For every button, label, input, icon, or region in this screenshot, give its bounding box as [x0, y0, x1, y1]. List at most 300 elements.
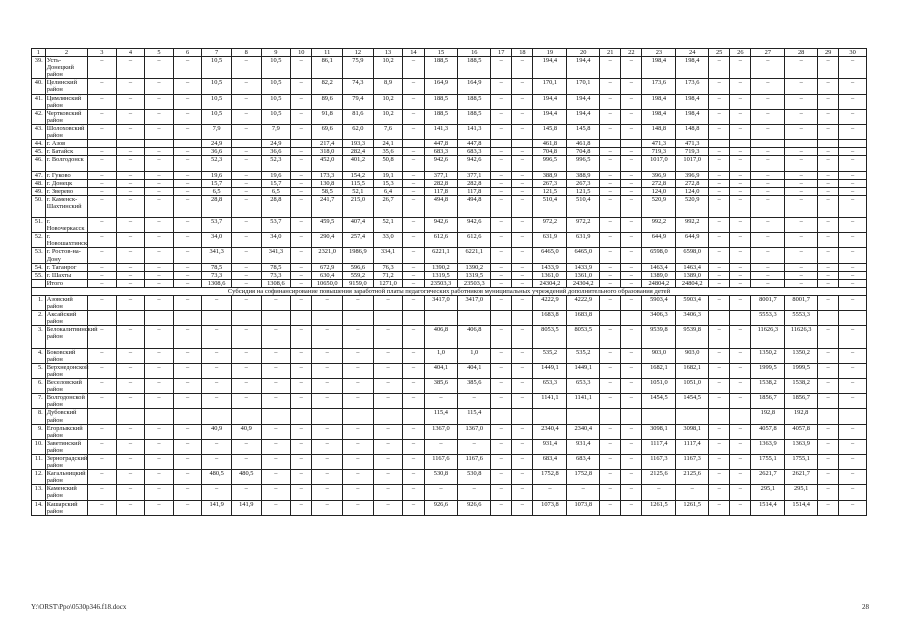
value-cell	[600, 409, 621, 424]
value-cell: –	[512, 326, 533, 348]
value-cell: –	[730, 179, 751, 187]
value-cell: –	[709, 124, 730, 139]
value-cell: –	[373, 296, 403, 311]
value-cell	[839, 409, 867, 424]
value-cell: –	[173, 156, 202, 171]
value-cell: 78,5	[202, 263, 232, 271]
value-cell: –	[116, 57, 145, 79]
value-cell: 404,1	[424, 363, 458, 378]
value-cell: –	[709, 57, 730, 79]
value-cell: 683,4	[533, 455, 567, 470]
value-cell: –	[730, 455, 751, 470]
value-cell: 1051,0	[642, 379, 676, 394]
section-title-row	[32, 287, 867, 295]
value-cell: –	[751, 195, 785, 217]
value-cell: 461,8	[567, 140, 600, 148]
value-cell: 7,6	[373, 124, 403, 139]
value-cell: –	[491, 263, 512, 271]
value-cell: 672,9	[312, 263, 343, 271]
value-cell: –	[116, 394, 145, 409]
value-cell: –	[730, 248, 751, 263]
value-cell: 24304,2	[567, 279, 600, 287]
value-cell: 10,5	[202, 109, 232, 124]
value-cell: –	[261, 439, 291, 454]
value-cell: 282,8	[458, 179, 491, 187]
value-cell: –	[730, 348, 751, 363]
value-cell: –	[202, 394, 232, 409]
row-number-cell: 40.	[32, 79, 46, 94]
value-cell: –	[173, 455, 202, 470]
territory-name-cell: Волгодонской район	[45, 394, 87, 409]
value-cell: 480,5	[202, 470, 232, 485]
column-number-header: 9	[261, 49, 291, 57]
value-cell: 1449,1	[533, 363, 567, 378]
value-cell	[202, 311, 232, 326]
value-cell: –	[145, 248, 174, 263]
value-cell: 6221,1	[458, 248, 491, 263]
value-cell: –	[709, 109, 730, 124]
value-cell: –	[839, 79, 867, 94]
value-cell: –	[709, 233, 730, 248]
value-cell: –	[231, 156, 261, 171]
value-cell: –	[291, 279, 312, 287]
value-cell: –	[709, 195, 730, 217]
value-cell: –	[202, 363, 232, 378]
value-cell: –	[373, 500, 403, 515]
value-cell: 1682,1	[676, 363, 709, 378]
value-cell: –	[145, 187, 174, 195]
value-cell: 1073,8	[533, 500, 567, 515]
value-cell: –	[291, 326, 312, 348]
value-cell: 1308,6	[202, 279, 232, 287]
value-cell: –	[173, 218, 202, 233]
value-cell: –	[512, 439, 533, 454]
value-cell: –	[202, 439, 232, 454]
value-cell: 121,5	[567, 187, 600, 195]
value-cell: –	[818, 394, 839, 409]
value-cell: –	[730, 187, 751, 195]
value-cell: 36,6	[202, 148, 232, 156]
value-cell: –	[291, 271, 312, 279]
value-cell: 1167,6	[424, 455, 458, 470]
value-cell: –	[116, 187, 145, 195]
value-cell: –	[145, 109, 174, 124]
value-cell: –	[839, 171, 867, 179]
value-cell: –	[403, 148, 424, 156]
value-cell: –	[403, 171, 424, 179]
value-cell: 510,4	[567, 195, 600, 217]
value-cell: 141,3	[458, 124, 491, 139]
value-cell: 1361,0	[567, 271, 600, 279]
value-cell: –	[600, 171, 621, 179]
column-number-header: 29	[818, 49, 839, 57]
column-number-header-row	[32, 49, 867, 57]
value-cell	[642, 409, 676, 424]
value-cell: 3417,0	[458, 296, 491, 311]
value-cell: 5903,4	[642, 296, 676, 311]
value-cell: –	[173, 439, 202, 454]
value-cell: –	[231, 171, 261, 179]
value-cell	[173, 409, 202, 424]
value-cell: 290,4	[312, 233, 343, 248]
value-cell: –	[621, 326, 642, 348]
value-cell: –	[373, 326, 403, 348]
value-cell: –	[88, 263, 117, 271]
value-cell: –	[785, 148, 818, 156]
value-cell: –	[88, 470, 117, 485]
value-cell: –	[818, 218, 839, 233]
value-cell: –	[621, 485, 642, 500]
value-cell: –	[709, 263, 730, 271]
value-cell: –	[839, 218, 867, 233]
value-cell: –	[512, 148, 533, 156]
value-cell	[373, 409, 403, 424]
value-cell: –	[403, 248, 424, 263]
value-cell: –	[403, 94, 424, 109]
column-number-header: 19	[533, 49, 567, 57]
value-cell	[600, 140, 621, 148]
value-cell: 401,2	[343, 156, 374, 171]
value-cell: 121,5	[533, 187, 567, 195]
value-cell: –	[839, 348, 867, 363]
value-cell: –	[621, 363, 642, 378]
value-cell: –	[600, 179, 621, 187]
value-cell: –	[403, 179, 424, 187]
territory-name-cell: Зерноградский район	[46, 455, 88, 470]
value-cell: –	[785, 179, 818, 187]
value-cell: –	[116, 379, 145, 394]
value-cell: –	[343, 296, 374, 311]
column-number-header: 10	[291, 49, 312, 57]
value-cell	[88, 409, 117, 424]
value-cell: –	[709, 156, 730, 171]
value-cell: 1361,0	[533, 271, 567, 279]
value-cell	[491, 409, 512, 424]
value-cell: 377,1	[458, 171, 491, 179]
value-cell: –	[403, 348, 424, 363]
value-cell: –	[730, 218, 751, 233]
value-cell: –	[512, 470, 533, 485]
value-cell: –	[600, 148, 621, 156]
value-cell: –	[600, 326, 621, 348]
value-cell: 461,8	[533, 140, 567, 148]
value-cell: –	[291, 424, 312, 439]
territory-name-cell: Дубовский район	[45, 409, 87, 424]
value-cell: 1051,0	[676, 379, 709, 394]
value-cell: 992,2	[642, 218, 676, 233]
value-cell: 1363,9	[751, 439, 785, 454]
value-cell: –	[202, 348, 232, 363]
value-cell: –	[751, 218, 785, 233]
value-cell	[343, 409, 374, 424]
value-cell: 520,9	[676, 195, 709, 217]
value-cell: –	[231, 348, 261, 363]
row-number-cell: 43.	[32, 124, 46, 139]
value-cell: –	[785, 271, 818, 279]
value-cell: –	[785, 233, 818, 248]
value-cell: –	[343, 424, 374, 439]
value-cell: –	[839, 455, 867, 470]
value-cell: –	[291, 500, 312, 515]
value-cell: 170,1	[533, 79, 567, 94]
value-cell: –	[173, 394, 202, 409]
value-cell: –	[88, 348, 117, 363]
table-row	[32, 409, 867, 424]
row-number-cell	[32, 279, 46, 287]
value-cell: 510,4	[533, 195, 567, 217]
value-cell: –	[621, 248, 642, 263]
value-cell: 942,6	[458, 156, 491, 171]
value-cell: 4222,9	[567, 296, 600, 311]
value-cell: –	[403, 187, 424, 195]
row-number-cell: 3.	[32, 326, 46, 348]
value-cell: 10,5	[261, 57, 291, 79]
value-cell: –	[491, 363, 512, 378]
territory-name-cell: г. Донецк	[45, 179, 87, 187]
value-cell: 124,0	[642, 187, 676, 195]
value-cell: –	[261, 348, 291, 363]
value-cell: –	[116, 485, 145, 500]
value-cell: –	[291, 148, 312, 156]
value-cell	[145, 311, 174, 326]
value-cell: –	[173, 363, 202, 378]
table-row	[32, 271, 867, 279]
value-cell: –	[839, 179, 867, 187]
value-cell: –	[839, 263, 867, 271]
value-cell: 559,2	[343, 271, 374, 279]
value-cell: –	[621, 455, 642, 470]
value-cell: 71,2	[373, 271, 403, 279]
table-row	[32, 279, 867, 287]
value-cell: –	[231, 109, 261, 124]
value-cell: 272,8	[642, 179, 676, 187]
value-cell	[730, 140, 751, 148]
value-cell: –	[88, 109, 117, 124]
value-cell: –	[512, 500, 533, 515]
value-cell: –	[231, 271, 261, 279]
value-cell	[730, 311, 751, 326]
column-number-header: 20	[567, 49, 600, 57]
value-cell: –	[88, 187, 117, 195]
value-cell: 40,9	[231, 424, 261, 439]
value-cell: –	[642, 485, 676, 500]
value-cell: –	[600, 109, 621, 124]
value-cell: 52,3	[261, 156, 291, 171]
value-cell: –	[403, 156, 424, 171]
value-cell: –	[88, 296, 117, 311]
value-cell: 719,3	[676, 148, 709, 156]
value-cell: 494,8	[458, 195, 491, 217]
value-cell: –	[730, 485, 751, 500]
value-cell: –	[600, 233, 621, 248]
value-cell: 82,2	[312, 79, 343, 94]
value-cell: –	[621, 470, 642, 485]
row-number-cell: 6.	[32, 379, 46, 394]
column-number-header: 23	[642, 49, 676, 57]
value-cell: –	[600, 485, 621, 500]
value-cell: –	[512, 379, 533, 394]
value-cell: 267,3	[533, 179, 567, 187]
value-cell: –	[88, 326, 117, 348]
value-cell: –	[730, 57, 751, 79]
value-cell: 24,9	[261, 140, 291, 148]
value-cell: –	[403, 263, 424, 271]
value-cell: –	[403, 109, 424, 124]
value-cell: 704,8	[533, 148, 567, 156]
value-cell: –	[491, 326, 512, 348]
value-cell: 40,9	[202, 424, 232, 439]
value-cell: –	[116, 470, 145, 485]
value-cell: 141,3	[424, 124, 458, 139]
value-cell: 1390,2	[424, 263, 458, 271]
value-cell: –	[512, 94, 533, 109]
value-cell: 1261,5	[676, 500, 709, 515]
value-cell	[818, 311, 839, 326]
value-cell: 4057,8	[785, 424, 818, 439]
value-cell: –	[730, 394, 751, 409]
value-cell: –	[751, 187, 785, 195]
value-cell: –	[621, 171, 642, 179]
value-cell: 282,8	[424, 179, 458, 187]
value-cell: –	[491, 500, 512, 515]
value-cell: –	[145, 218, 174, 233]
column-number-header: 12	[343, 49, 374, 57]
value-cell: –	[491, 79, 512, 94]
value-cell: 28,8	[261, 195, 291, 217]
value-cell: –	[403, 218, 424, 233]
value-cell: 407,4	[343, 218, 374, 233]
value-cell: 631,9	[533, 233, 567, 248]
value-cell: –	[621, 348, 642, 363]
value-cell: –	[839, 379, 867, 394]
value-cell: 1141,1	[533, 394, 567, 409]
value-cell: –	[88, 363, 117, 378]
value-cell: –	[88, 233, 117, 248]
value-cell	[291, 140, 312, 148]
value-cell: –	[312, 485, 343, 500]
value-cell: –	[621, 79, 642, 94]
value-cell: –	[145, 94, 174, 109]
value-cell: 926,6	[458, 500, 491, 515]
value-cell: –	[291, 109, 312, 124]
value-cell: –	[730, 379, 751, 394]
value-cell: –	[818, 233, 839, 248]
value-cell: 2340,4	[567, 424, 600, 439]
value-cell: –	[88, 485, 117, 500]
footer-file-path: Y:\ORST\Ppo\0530p346.f18.docx	[31, 603, 127, 611]
value-cell: –	[491, 485, 512, 500]
value-cell: –	[818, 348, 839, 363]
value-cell: –	[291, 455, 312, 470]
value-cell: –	[343, 485, 374, 500]
value-cell: –	[818, 271, 839, 279]
value-cell: –	[491, 187, 512, 195]
value-cell: –	[88, 57, 117, 79]
value-cell: –	[202, 455, 232, 470]
value-cell: 173,3	[312, 171, 343, 179]
value-cell	[512, 140, 533, 148]
value-cell: –	[116, 326, 145, 348]
value-cell: –	[312, 326, 343, 348]
value-cell: –	[343, 455, 374, 470]
value-cell: 10,5	[202, 94, 232, 109]
value-cell: 535,2	[533, 348, 567, 363]
table-row	[32, 263, 867, 271]
value-cell: –	[533, 485, 567, 500]
value-cell: –	[312, 424, 343, 439]
value-cell: –	[312, 348, 343, 363]
value-cell: 1514,4	[785, 500, 818, 515]
value-cell: 683,3	[424, 148, 458, 156]
table-row	[32, 171, 867, 179]
territory-name-cell: Чертковский район	[45, 109, 87, 124]
row-number-cell: 45.	[32, 148, 46, 156]
value-cell: –	[818, 424, 839, 439]
value-cell: –	[173, 79, 202, 94]
value-cell: –	[173, 348, 202, 363]
value-cell: 52,1	[343, 187, 374, 195]
value-cell: 341,3	[261, 248, 291, 263]
value-cell: 53,7	[202, 218, 232, 233]
value-cell: 2621,7	[751, 470, 785, 485]
column-number-header: 14	[403, 49, 424, 57]
value-cell: –	[312, 455, 343, 470]
value-cell: 188,5	[424, 57, 458, 79]
value-cell: –	[173, 148, 202, 156]
column-number-header: 24	[676, 49, 709, 57]
value-cell: 530,8	[424, 470, 458, 485]
value-cell: –	[291, 187, 312, 195]
value-cell: –	[512, 109, 533, 124]
value-cell: 612,6	[424, 233, 458, 248]
value-cell: 130,8	[312, 179, 343, 187]
value-cell: –	[145, 394, 174, 409]
value-cell: –	[145, 348, 174, 363]
value-cell: –	[231, 179, 261, 187]
value-cell: 3098,1	[642, 424, 676, 439]
value-cell: –	[600, 455, 621, 470]
value-cell: –	[600, 156, 621, 171]
value-cell: –	[491, 439, 512, 454]
value-cell	[88, 140, 117, 148]
value-cell: –	[621, 296, 642, 311]
value-cell: –	[173, 248, 202, 263]
value-cell	[458, 311, 491, 326]
value-cell: 24304,2	[533, 279, 567, 287]
value-cell: –	[403, 363, 424, 378]
value-cell: –	[403, 57, 424, 79]
value-cell: 1073,8	[567, 500, 600, 515]
value-cell: –	[145, 179, 174, 187]
value-cell: 145,8	[567, 124, 600, 139]
table-row	[32, 326, 867, 348]
value-cell: 471,3	[642, 140, 676, 148]
value-cell: –	[621, 218, 642, 233]
value-cell: 73,3	[261, 271, 291, 279]
value-cell: –	[730, 79, 751, 94]
value-cell: 644,9	[642, 233, 676, 248]
value-cell	[116, 140, 145, 148]
column-number-header: 8	[231, 49, 261, 57]
column-number-header: 18	[512, 49, 533, 57]
value-cell: 377,1	[424, 171, 458, 179]
value-cell: –	[785, 195, 818, 217]
value-cell: 1117,4	[642, 439, 676, 454]
value-cell: 62,0	[343, 124, 374, 139]
value-cell: 406,8	[458, 326, 491, 348]
value-cell	[818, 140, 839, 148]
value-cell: 11626,3	[751, 326, 785, 348]
